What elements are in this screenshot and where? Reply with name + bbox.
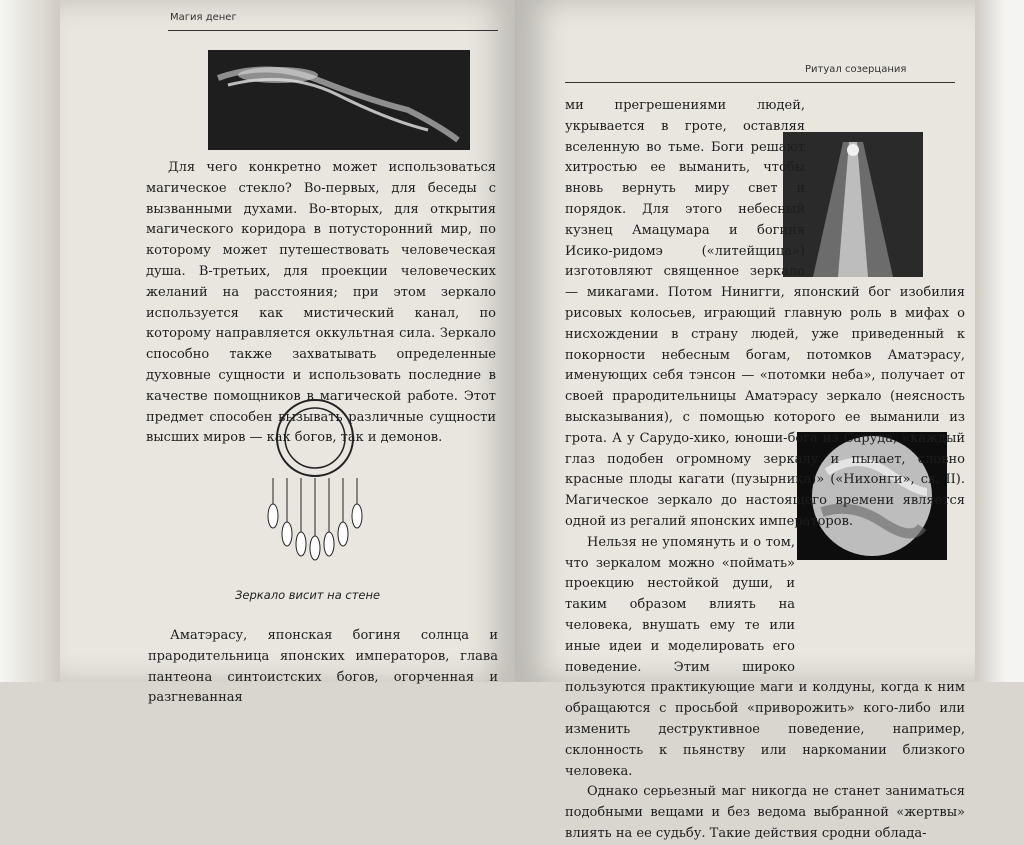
right-header-rule xyxy=(565,82,955,83)
right-paragraph-1: ми прегрешениями людей, укрывается в гроте, оставляя вселенную во тьме. Боги решают хитростью ее выманить, чтобы вновь вернуть миру свет и порядок. Для этого небесный кузнец Амацумара и богиня Исико-ридомэ («литейщица») изготовляют священное зеркало — микагами. Потом Нинигги, японский бог изобилия рисовых колосьев, играющий главную роль в мифах о нисхождении в страну людей, уже приведенный к покорности небесным богам, потомков Аматэрасу, именующих себя тэнсон — «потомки неба», получает от своей прародительницы Аматэрасу зеркало (неясность высказывания), с помощью которого ее выманили из грота. А у Сарудо-хико, юноши-бога из Саруда, «каждый глаз подобен огромному зеркалу и пылает, словно красные плоды кагати (пузырника)» («Нихонги», св. II). Магическое зеркало до настоящего времени является одной из регалий японских императоров. xyxy=(565,98,965,529)
left-header-rule xyxy=(168,30,498,31)
book-edge-right xyxy=(975,0,1024,682)
figure-caption: Зеркало висит на стене xyxy=(235,588,381,602)
book-edge-left xyxy=(0,0,60,682)
left-paragraph-1: Для чего конкретно может использоваться магическое стекло? Во-первых, для беседы с вызванными духами. Во-вторых, для открытия магического коридора в потусторонний мир, по которому может путешествовать человеческая душа. В-третьих, для проекции человеческих желаний на расстояния; при этом зеркало используется как мистический канал, по которому направляется оккультная сила. Зеркало способно также захватывать определенные духовные сущности и использовать последние в качестве помощников в магической работе. Этот предмет способен вызывать различные сущности высших миров — как богов, так и демонов. xyxy=(146,160,496,446)
right-text-block xyxy=(565,96,965,845)
right-running-header: Ритуал созерцания xyxy=(805,64,907,75)
left-running-header: Магия денег xyxy=(170,12,237,23)
left-page xyxy=(60,0,515,706)
right-paragraph-3: Однако серьезный маг никогда не станет заниматься подобными вещами и без ведома выбранной «жертвы» влиять на ее судьбу. Такие действия сродни облада- xyxy=(565,784,965,841)
right-page xyxy=(515,0,975,841)
left-paragraph-2: Аматэрасу, японская богиня солнца и прародительница японских императоров, глава пантеона синтоистских богов, огорченная и разгневанная xyxy=(148,628,498,706)
ghostly-figure-image xyxy=(208,50,470,150)
float-spacer-1 xyxy=(805,96,965,276)
float-spacer-2 xyxy=(795,541,965,676)
left-text-block-2 xyxy=(148,626,498,709)
mirror-on-wall-illustration xyxy=(265,398,365,568)
right-paragraph-2: Нельзя не упомянуть и о том, что зеркалом можно «поймать» проекцию нестойкой души, и таким образом влиять на человека, внушать ему те или иные идеи и моделировать его поведение. Этим широко пользуются практикующие маги и колдуны, когда к ним обращаются с просьбой «приворожить» кого-либо или изменить деструктивное поведение, например, склонность к пьянству или наркомании близкого человека. xyxy=(565,534,965,779)
